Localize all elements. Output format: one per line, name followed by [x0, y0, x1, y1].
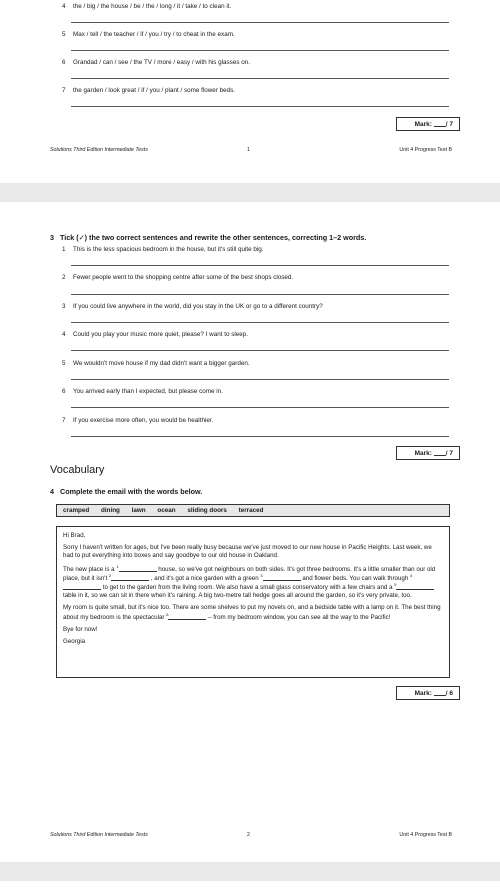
- exercise-4-heading: 4 Complete the email with the words below.: [50, 487, 203, 496]
- mark-box: Mark: / 7: [396, 117, 460, 131]
- gap-6[interactable]: [168, 613, 206, 620]
- sentence-item-7: 7 the garden / look great / if / you / plant / some flower beds.: [62, 87, 236, 94]
- page-1: [0, 0, 500, 183]
- sentence-item-5: 5 Max / tell / the teacher / if / you / try / to cheat in the exam.: [62, 31, 235, 38]
- page-3: [0, 881, 500, 888]
- gap-3[interactable]: [263, 574, 301, 581]
- answer-line[interactable]: [71, 407, 449, 408]
- answer-line[interactable]: [71, 350, 449, 351]
- footer-page-number: 1: [247, 147, 250, 153]
- word-bank-item: ocean: [157, 507, 176, 514]
- word-bank-item: sliding doors: [187, 507, 227, 514]
- gap-4[interactable]: [63, 583, 101, 590]
- sentence-item-6: 6 Grandad / can / see / the TV / more / easy / with his glasses on.: [62, 59, 250, 66]
- answer-line[interactable]: [71, 322, 449, 323]
- answer-line[interactable]: [71, 78, 449, 79]
- word-bank-item: terraced: [238, 507, 264, 514]
- sentence-item-1: 1 This is the less spacious bedroom in the house, but it's still quite big.: [62, 246, 264, 253]
- mark-blank[interactable]: [434, 448, 446, 456]
- sentence-item-2: 2 Fewer people went to the shopping centre after some of the best shops closed.: [62, 274, 294, 281]
- answer-line[interactable]: [71, 436, 449, 437]
- email-paragraph-3: My room is quite small, but it's nice too. There are some shelves to put my novels on, and a bedside table with a lamp on it. The best thing about my bedroom is the spectacular $^6$ – from my bedroom window, you can see all the way to the Pacific!: [63, 604, 441, 621]
- section-title-vocabulary: Vocabulary: [50, 464, 105, 476]
- email-signature: Georgia: [63, 638, 86, 646]
- word-bank-item: dining: [101, 507, 120, 514]
- sentence-item-3: 3 If you could live anywhere in the world, did you stay in the UK or go to a different country?: [62, 303, 323, 310]
- sentence-item-6: 6 You arrived early than I expected, but please come in.: [62, 388, 223, 395]
- page-2: [0, 202, 500, 862]
- footer-test-name: Unit 4 Progress Test B: [399, 832, 452, 838]
- sentence-item-5: 5 We wouldn't move house if my dad didn't want a bigger garden.: [62, 360, 250, 367]
- footer-title: Solutions Third Edition Intermediate Tests: [50, 147, 148, 153]
- mark-blank[interactable]: [434, 688, 446, 696]
- answer-line[interactable]: [71, 50, 449, 51]
- answer-line[interactable]: [71, 22, 449, 23]
- email-paragraph-2: The new place is a $^1$ house, so we've got neighbours on both sides. It's got three bedrooms. It's a little smaller than our old place, but it isn't $^2$ , and it's got a nice garden with a green $^3$ and flower beds. You can walk through $^4$ to get to the garden from the living room. We also have a small glass conservatory with a few chairs and a $^5$ table in it, so we can sit in there when it's raining. A big two-metre tall hedge goes all around the garden, so it's very private, too.: [63, 563, 436, 600]
- gap-2[interactable]: [111, 574, 149, 581]
- answer-line[interactable]: [71, 294, 449, 295]
- word-bank-item: lawn: [131, 507, 146, 514]
- footer-page-number: 2: [247, 832, 250, 838]
- mark-blank[interactable]: [434, 119, 446, 127]
- email-signoff: Bye for now!: [63, 625, 98, 633]
- answer-line[interactable]: [71, 106, 449, 107]
- footer-title: Solutions Third Edition Intermediate Tests: [50, 832, 148, 838]
- sentence-item-4: 4 Could you play your music more quiet, please? I want to sleep.: [62, 331, 249, 338]
- sentence-item-4: 4 the / big / the house / be / the / long / it / take / to clean it.: [62, 3, 232, 10]
- footer-test-name: Unit 4 Progress Test B: [399, 147, 452, 153]
- email-text: [56, 526, 450, 678]
- email-greeting: Hi Brad,: [63, 532, 86, 539]
- word-bank-item: cramped: [63, 507, 90, 514]
- mark-box: Mark: / 6: [396, 686, 460, 700]
- email-paragraph-1: Sorry I haven't written for ages, but I've been really busy because we've just moved to our new house in Pacific Heights. Last week, we had to put everything into boxes and say goodbye to our old house in Oakland.: [63, 544, 432, 560]
- answer-line[interactable]: [71, 379, 449, 380]
- gap-5[interactable]: [396, 583, 434, 590]
- word-bank: [56, 504, 450, 517]
- exercise-3-heading: 3 Tick (✓) the two correct sentences and rewrite the other sentences, correcting 1–2 words.: [50, 233, 367, 242]
- mark-box: Mark: / 7: [396, 446, 460, 460]
- gap-1[interactable]: [119, 565, 157, 572]
- answer-line[interactable]: [71, 265, 449, 266]
- sentence-item-7: 7 If you exercise more often, you would be healthier.: [62, 417, 214, 424]
